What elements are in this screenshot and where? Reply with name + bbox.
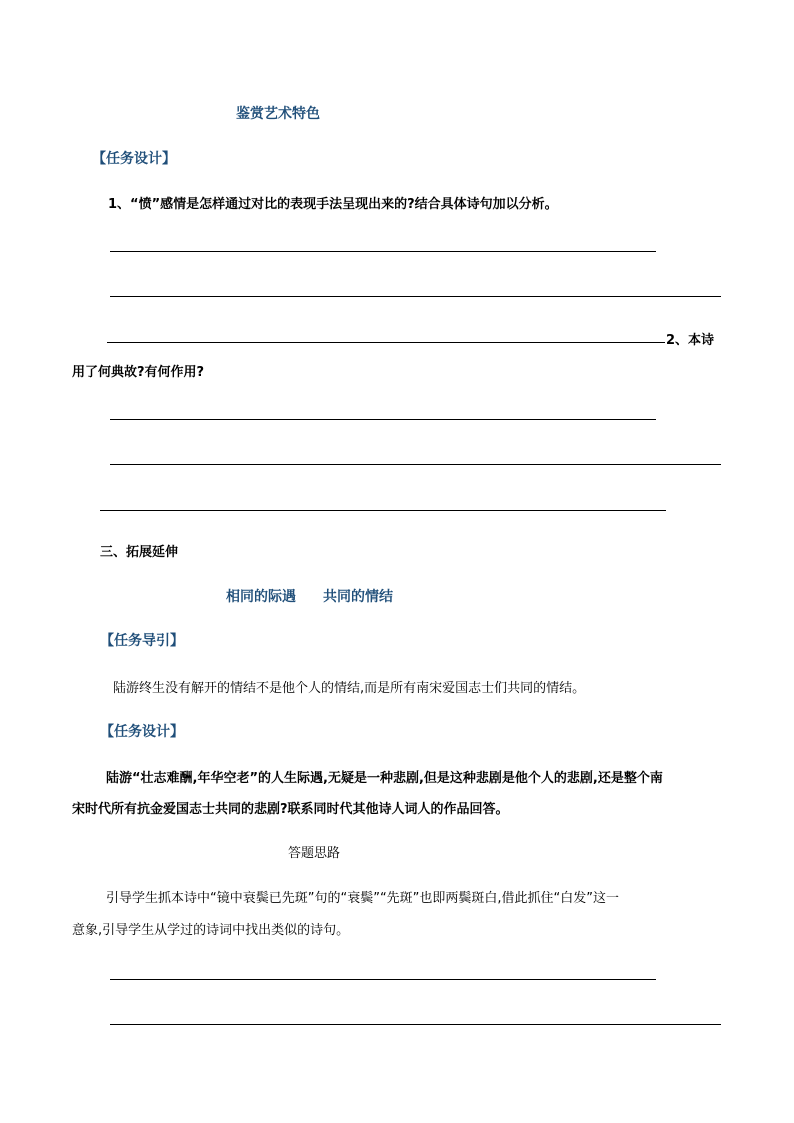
answer-line xyxy=(110,1024,721,1025)
subtitle-right: 共同的情结 xyxy=(323,589,393,605)
subtitle-left: 相同的际遇 xyxy=(226,589,296,605)
task-design-label: 【任务设计】 xyxy=(92,151,176,167)
answer-paragraph-line1: 引导学生抓本诗中“镜中衰鬓已先斑”句的“衰鬓”“先斑”也即两鬓斑白,借此抓住“白发”这一 xyxy=(106,891,620,906)
answer-line xyxy=(110,464,721,465)
section-heading: 三、拓展延伸 xyxy=(100,545,179,560)
answer-line xyxy=(100,510,666,511)
task-guide-label: 【任务导引】 xyxy=(100,633,184,649)
task-design-label: 【任务设计】 xyxy=(100,724,184,740)
guide-paragraph: 陆游终生没有解开的情结不是他个人的情结,而是所有南宋爱国志士们共同的情结。 xyxy=(113,681,586,696)
question-2-start: 2、本诗 xyxy=(666,333,715,348)
answer-line xyxy=(107,342,665,343)
design-paragraph-line1: 陆游“壮志难酬,年华空老”的人生际遇,无疑是一种悲剧,但是这种悲剧是他个人的悲剧,还是整个南 xyxy=(106,771,663,786)
answer-line xyxy=(110,419,656,420)
question-2-continued: 用了何典故?有何作用? xyxy=(72,365,205,380)
answer-approach-heading: 答题思路 xyxy=(288,846,341,861)
answer-line xyxy=(110,251,656,252)
answer-line xyxy=(110,979,656,980)
question-1: 1、“愤”感情是怎样通过对比的表现手法呈现出来的?结合具体诗句加以分析。 xyxy=(108,197,558,212)
section-title: 鉴赏艺术特色 xyxy=(236,106,320,122)
design-paragraph-line2: 宋时代所有抗金爱国志士共同的悲剧?联系同时代其他诗人词人的作品回答。 xyxy=(72,802,509,817)
answer-paragraph-line2: 意象,引导学生从学过的诗词中找出类似的诗句。 xyxy=(72,923,350,938)
answer-line xyxy=(110,296,721,297)
